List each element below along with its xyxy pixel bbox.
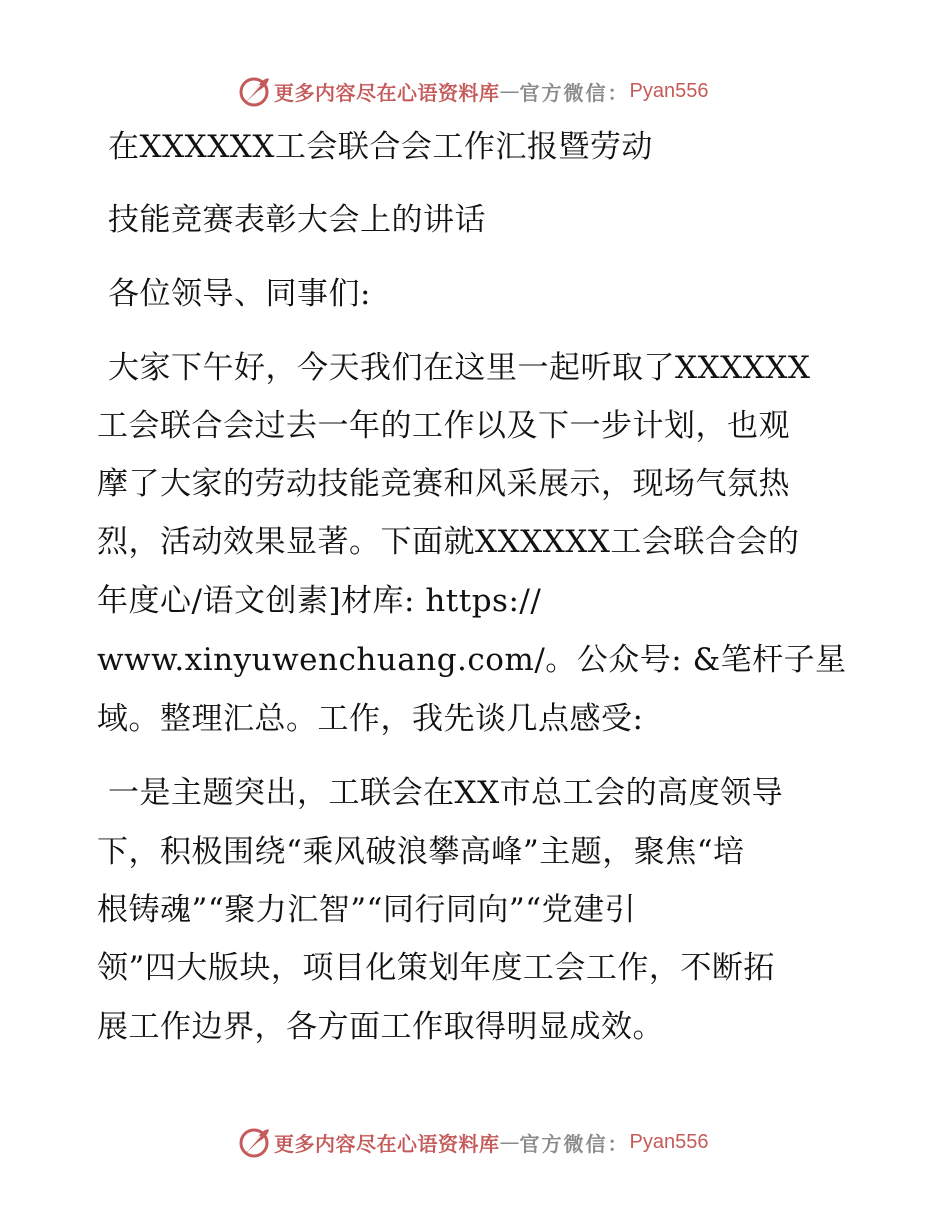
- paragraph-2-line: 展工作边界，各方面工作取得明显成效。: [97, 1009, 664, 1045]
- paragraph-1-line: 年度心/语文创素]材库: https://: [97, 583, 542, 619]
- paragraph-2-line: 根铸魂”“聚力汇智”“同行同向”“党建引: [97, 892, 637, 928]
- paragraph-2-line: 下，积极围绕“乘风破浪攀高峰”主题，聚焦“培: [97, 834, 745, 870]
- paragraph-2-line: 一是主题突出，工联会在XX市总工会的高度领导: [108, 775, 784, 811]
- quill-pen-logo-icon: [236, 73, 272, 109]
- salutation: 各位领导、同事们:: [108, 276, 371, 312]
- watermark-brand-text: 更多内容尽在心语资料库: [274, 80, 500, 105]
- paragraph-1-line: 大家下午好，今天我们在这里一起听取了XXXXXX: [108, 350, 811, 386]
- paragraph-1-line: www.xinyuwenchuang.com/。公众号: &笔杆子星: [97, 642, 847, 678]
- watermark-brand-text: 更多内容尽在心语资料库: [274, 1131, 500, 1156]
- watermark-wechat-label: 官方微信：: [519, 1131, 630, 1156]
- paragraph-2-line: 领”四大版块，项目化策划年度工会工作，不断拓: [97, 950, 775, 986]
- watermark-separator: —: [499, 79, 520, 103]
- watermark-wechat-label: 官方微信：: [519, 80, 630, 105]
- document-title-line-1: 在XXXXXX工会联合会工作汇报暨劳动: [108, 129, 653, 165]
- paragraph-1-line: 烈，活动效果显著。下面就XXXXXX工会联合会的: [97, 524, 800, 560]
- paragraph-1-line: 工会联合会过去一年的工作以及下一步计划，也观: [97, 408, 790, 444]
- watermark-banner-top: [236, 71, 708, 111]
- watermark-banner-bottom: [236, 1122, 708, 1162]
- watermark-wechat-id: Pyan556: [629, 1130, 709, 1153]
- document-title-line-2: 技能竞赛表彰大会上的讲话: [108, 202, 486, 238]
- watermark-separator: —: [499, 1130, 520, 1154]
- paragraph-1-line: 域。整理汇总。工作，我先谈几点感受:: [97, 701, 644, 737]
- paragraph-1-line: 摩了大家的劳动技能竞赛和风采展示，现场气氛热: [97, 466, 790, 502]
- watermark-wechat-id: Pyan556: [629, 79, 709, 102]
- quill-pen-logo-icon: [236, 1124, 272, 1160]
